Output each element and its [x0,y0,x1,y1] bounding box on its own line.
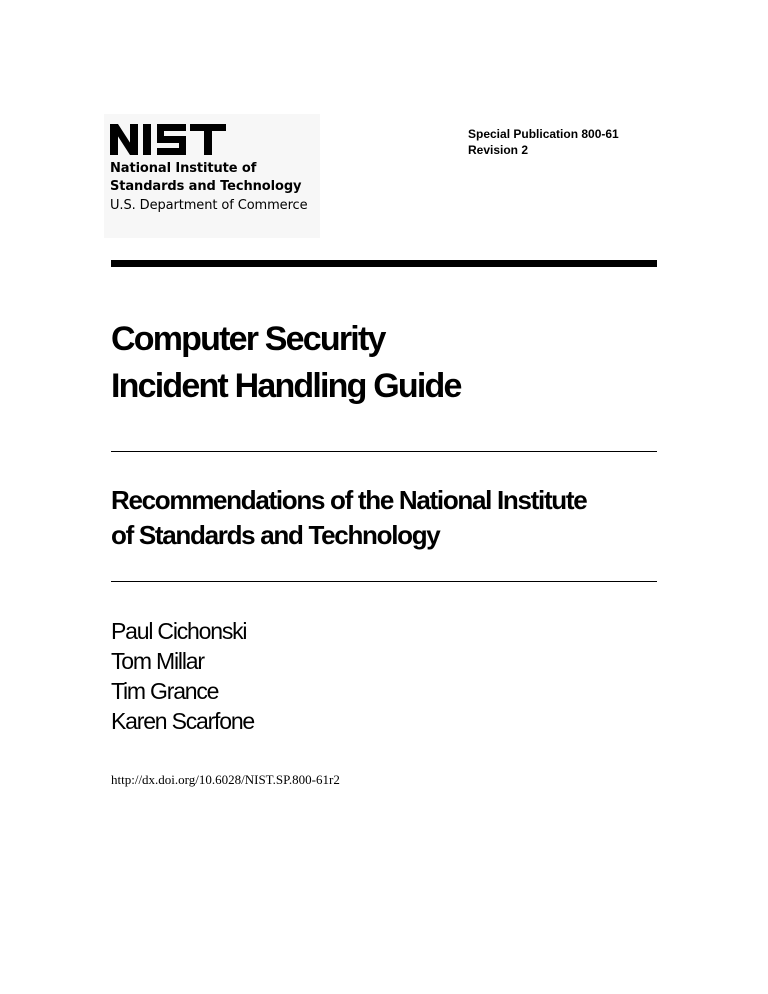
document-title [111,316,461,410]
author-name: Paul Cichonski [111,618,247,644]
divider-top [111,451,657,452]
document-subtitle-line1: Recommendations of the National Institute [111,485,587,515]
logo-department: U.S. Department of Commerce [110,198,308,213]
document-subtitle-line2: of Standards and Technology [111,520,440,550]
doi-link[interactable]: http://dx.doi.org/10.6028/NIST.SP.800-61r2 [111,772,340,787]
author-name: Tom Millar [111,648,204,674]
nist-logo [110,121,228,157]
author-name: Karen Scarfone [111,708,255,734]
document-title-line1: Computer Security [111,320,385,358]
author-list [111,616,254,736]
thick-divider [111,260,657,267]
divider-bottom [111,581,657,582]
logo-institute-line1: National Institute of [110,161,257,176]
publication-info [468,126,619,158]
author-name: Tim Grance [111,678,219,704]
logo-institute-line2: Standards and Technology [110,179,302,194]
document-title-line2: Incident Handling Guide [111,367,461,405]
publication-revision: Revision 2 [468,143,529,157]
publication-series: Special Publication 800-61 [468,127,619,141]
document-subtitle [111,483,586,553]
